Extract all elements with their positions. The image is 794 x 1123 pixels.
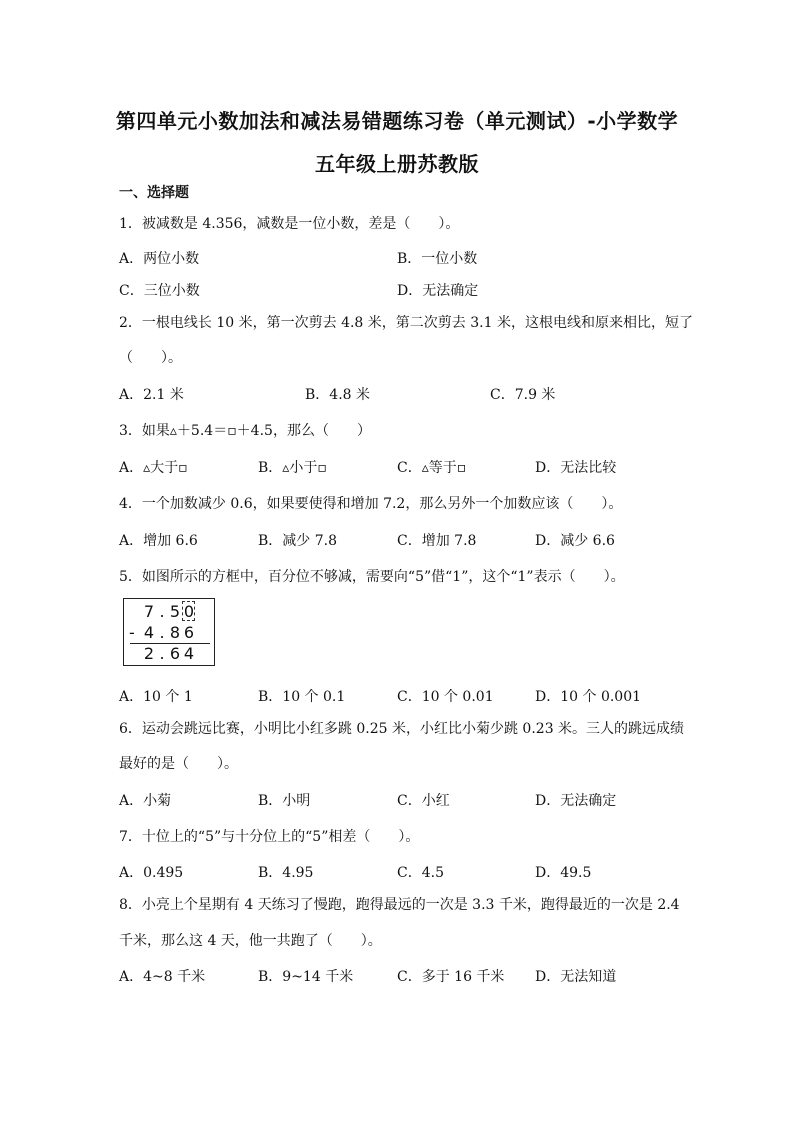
q5-option-b: B．10 个 0.1 — [258, 689, 346, 705]
q1-option-b: B．一位小数 — [397, 251, 478, 267]
question-6-line2: 最好的是（ ）。 — [119, 756, 238, 772]
q4-option-b: B．减少 7.8 — [258, 533, 338, 549]
q8-option-d: D．无法知道 — [535, 969, 617, 985]
calc-digit: 5 — [169, 602, 181, 621]
q2-option-b: B．4.8 米 — [305, 387, 371, 403]
calc-digit: 4 — [183, 644, 195, 663]
hundredths-dashed-box — [182, 601, 195, 621]
q4-option-c: C．增加 7.8 — [397, 533, 477, 549]
q8-option-b: B．9~14 千米 — [258, 969, 354, 985]
q6-option-d: D．无法确定 — [535, 793, 617, 809]
page-title-line1: 第四单元小数加法和减法易错题练习卷（单元测试）-小学数学 — [115, 109, 679, 133]
q1-option-c: C．三位小数 — [119, 283, 200, 299]
q5-option-a: A．10 个 1 — [119, 689, 193, 705]
section-heading: 一、选择题 — [119, 185, 189, 201]
subtraction-figure — [123, 598, 215, 666]
question-1: 1．被减数是 4.356，减数是一位小数，差是（ ）。 — [119, 216, 460, 232]
q1-option-a: A．两位小数 — [119, 251, 200, 267]
difference-row — [124, 644, 216, 664]
calc-digit: . — [159, 644, 165, 663]
q5-option-d: D．10 个 0.001 — [535, 689, 642, 705]
calc-digit: 6 — [183, 623, 195, 642]
q1-option-d: D．无法确定 — [397, 283, 479, 299]
question-2-line2: （ ）。 — [119, 350, 182, 366]
question-5: 5．如图所示的方框中，百分位不够减，需要向“5”借“1”，这个“1”表示（ ）。 — [119, 569, 625, 585]
q8-option-a: A．4~8 千米 — [119, 969, 206, 985]
calc-digit: 7 — [143, 602, 155, 621]
q6-option-c: C．小红 — [397, 793, 450, 809]
question-8-line1: 8．小亮上个星期有 4 天练习了慢跑，跑得最远的一次是 3.3 千米，跑得最近的一次是 2.4 — [119, 897, 680, 913]
calc-digit: . — [159, 602, 165, 621]
subtrahend-row — [124, 623, 216, 643]
question-8-line2: 千米，那么这 4 天，他一共跑了（ ）。 — [119, 933, 382, 949]
page-title-line2: 五年级上册苏教版 — [315, 152, 479, 176]
q3-option-a: A．▵大于▫ — [119, 460, 188, 476]
calc-digit: 6 — [169, 644, 181, 663]
q7-option-c: C．4.5 — [397, 865, 444, 881]
minuend-row — [124, 602, 216, 622]
question-3: 3．如果▵＋5.4＝▫＋4.5，那么（ ） — [119, 423, 371, 439]
question-7: 7．十位上的“5”与十分位上的“5”相差（ ）。 — [119, 829, 420, 845]
q7-option-d: D．49.5 — [535, 865, 592, 881]
q2-option-a: A．2.1 米 — [119, 387, 184, 403]
calc-digit: 2 — [143, 644, 155, 663]
q4-option-a: A．增加 6.6 — [119, 533, 198, 549]
minus-sign: - — [129, 623, 135, 642]
q8-option-c: C．多于 16 千米 — [397, 969, 505, 985]
calc-digit: . — [159, 623, 165, 642]
q3-option-b: B．▵小于▫ — [258, 460, 327, 476]
calc-digit: 8 — [169, 623, 181, 642]
q7-option-b: B．4.95 — [258, 865, 314, 881]
calc-digit: 4 — [143, 623, 155, 642]
q5-option-c: C．10 个 0.01 — [397, 689, 494, 705]
q2-option-c: C．7.9 米 — [490, 387, 556, 403]
question-4: 4．一个加数减少 0.6，如果要使得和增加 7.2，那么另外一个加数应该（ ）。 — [119, 496, 623, 512]
q3-option-c: C．▵等于▫ — [397, 460, 467, 476]
q4-option-d: D．减少 6.6 — [535, 533, 615, 549]
q3-option-d: D．无法比较 — [535, 460, 617, 476]
calc-digit-boxed: 0 — [183, 602, 195, 621]
question-6-line1: 6．运动会跳远比赛，小明比小红多跳 0.25 米，小红比小菊少跳 0.23 米。三人的跳远成绩 — [119, 721, 685, 737]
q7-option-a: A．0.495 — [119, 865, 184, 881]
q6-option-a: A．小菊 — [119, 793, 172, 809]
question-2-line1: 2．一根电线长 10 米，第一次剪去 4.8 米，第二次剪去 3.1 米，这根电线和原来相比，短了 — [119, 315, 693, 331]
q6-option-b: B．小明 — [258, 793, 311, 809]
